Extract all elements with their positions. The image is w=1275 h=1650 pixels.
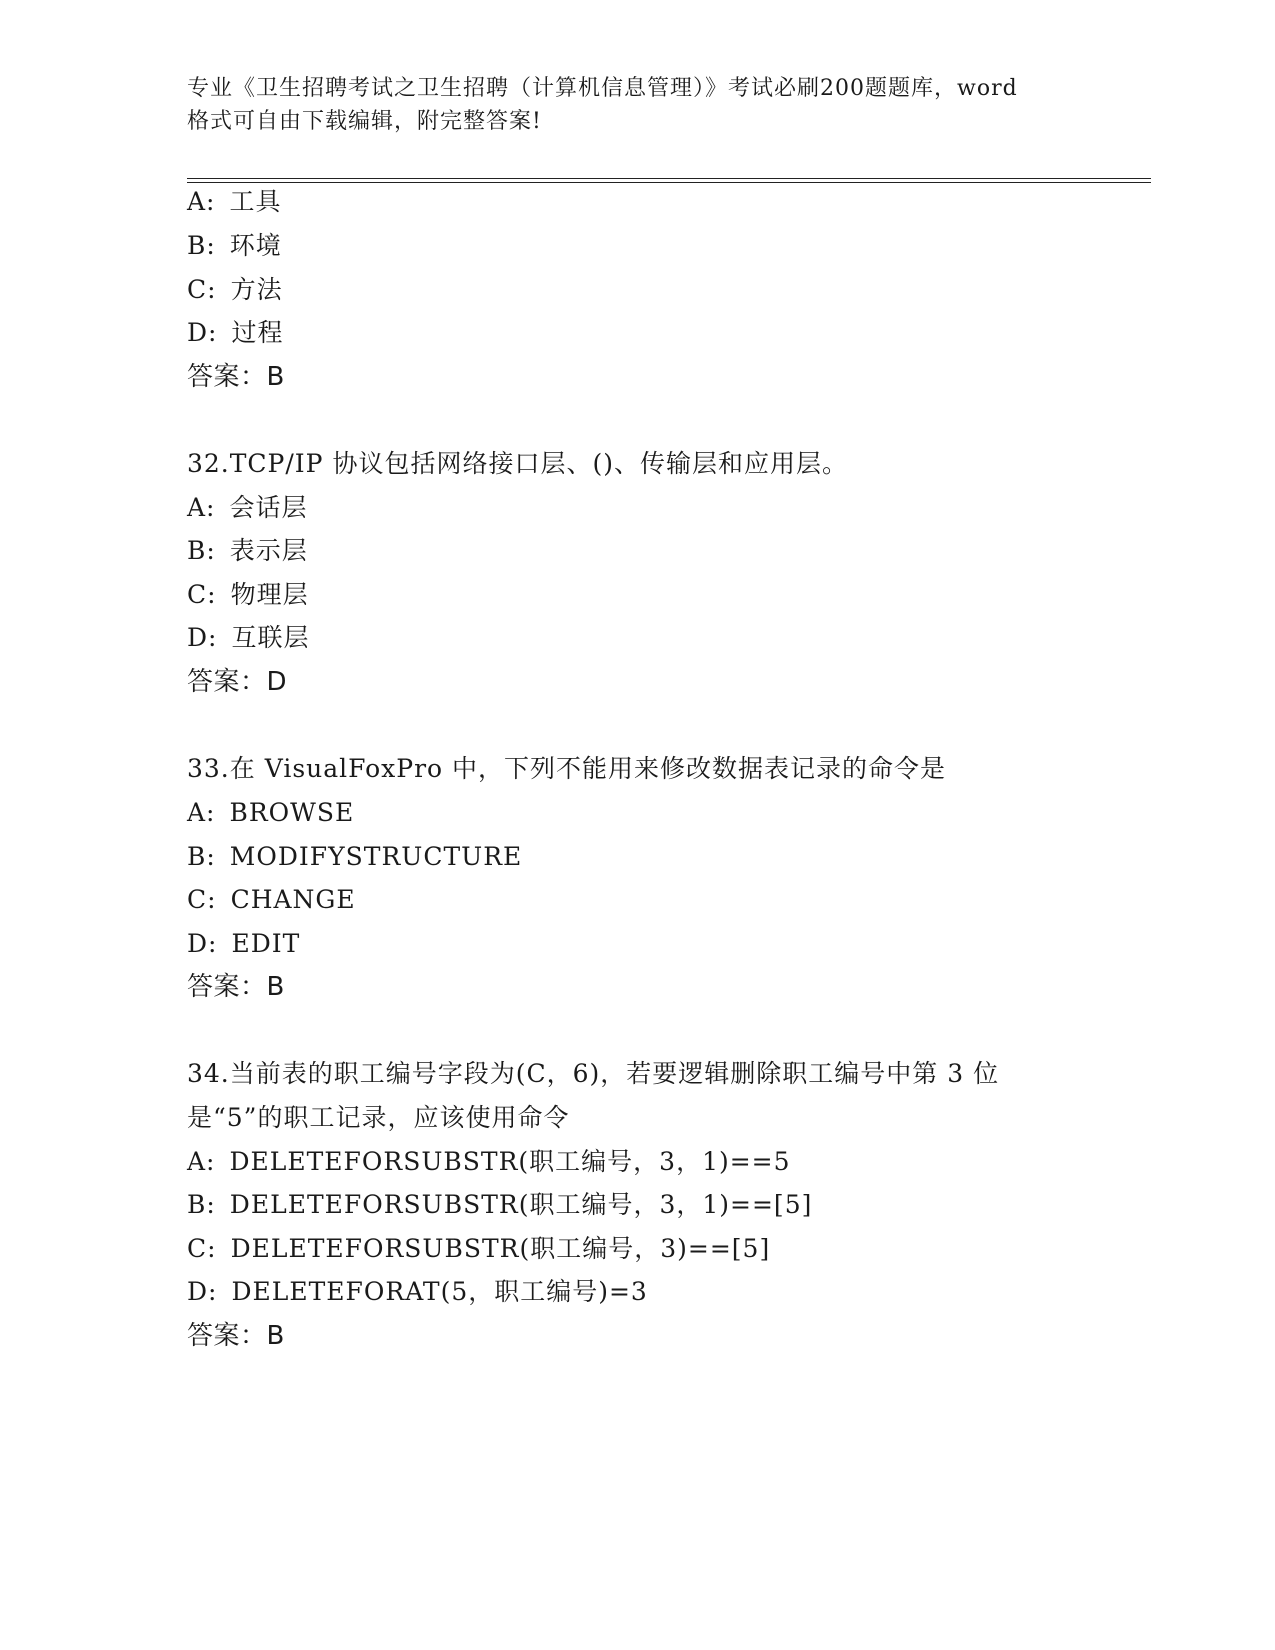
header-line-2: 格式可自由下载编辑，附完整答案!	[187, 109, 542, 134]
header-divider	[187, 178, 1151, 183]
header-line-1: 专业《卫生招聘考试之卫生招聘（计算机信息管理）》考试必刷200题题库，word	[187, 76, 1018, 101]
q32-answer: 答案：D	[187, 667, 288, 697]
q34-option-c: C: DELETEFORSUBSTR(职工编号，3)==[5]	[187, 1234, 771, 1263]
q33-question: 33.在 VisualFoxPro 中，下列不能用来修改数据表记录的命令是	[187, 754, 947, 783]
q34-answer: 答案：B	[187, 1321, 285, 1351]
q34-option-b: B: DELETEFORSUBSTR(职工编号，3，1)==[5]	[187, 1190, 813, 1219]
q31-option-d: D: 过程	[187, 318, 284, 347]
q34-option-d: D: DELETEFORAT(5，职工编号)=3	[187, 1277, 648, 1306]
q31-option-b: B: 环境	[187, 231, 282, 260]
document-header	[187, 72, 1087, 138]
q33-option-b: B: MODIFYSTRUCTURE	[187, 842, 523, 871]
q32-option-d: D: 互联层	[187, 623, 310, 652]
q32-option-b: B: 表示层	[187, 536, 308, 565]
q32-option-a: A: 会话层	[187, 493, 308, 522]
q33-option-c: C: CHANGE	[187, 885, 356, 914]
q33-option-d: D: EDIT	[187, 929, 301, 958]
q31-option-c: C: 方法	[187, 275, 283, 304]
q32-question: 32.TCP/IP 协议包括网络接口层、()、传输层和应用层。	[187, 449, 848, 478]
q33-answer: 答案：B	[187, 972, 285, 1002]
q34-question-line-2: 是“5”的职工记录，应该使用命令	[187, 1103, 570, 1132]
q31-answer: 答案：B	[187, 362, 285, 392]
q31-option-a: A: 工具	[187, 187, 282, 216]
q32-option-c: C: 物理层	[187, 580, 309, 609]
q34-option-a: A: DELETEFORSUBSTR(职工编号，3，1)==5	[187, 1147, 791, 1176]
q33-option-a: A: BROWSE	[187, 798, 355, 827]
q34-question-line-1: 34.当前表的职工编号字段为(C，6)，若要逻辑删除职工编号中第 3 位	[187, 1059, 1000, 1088]
